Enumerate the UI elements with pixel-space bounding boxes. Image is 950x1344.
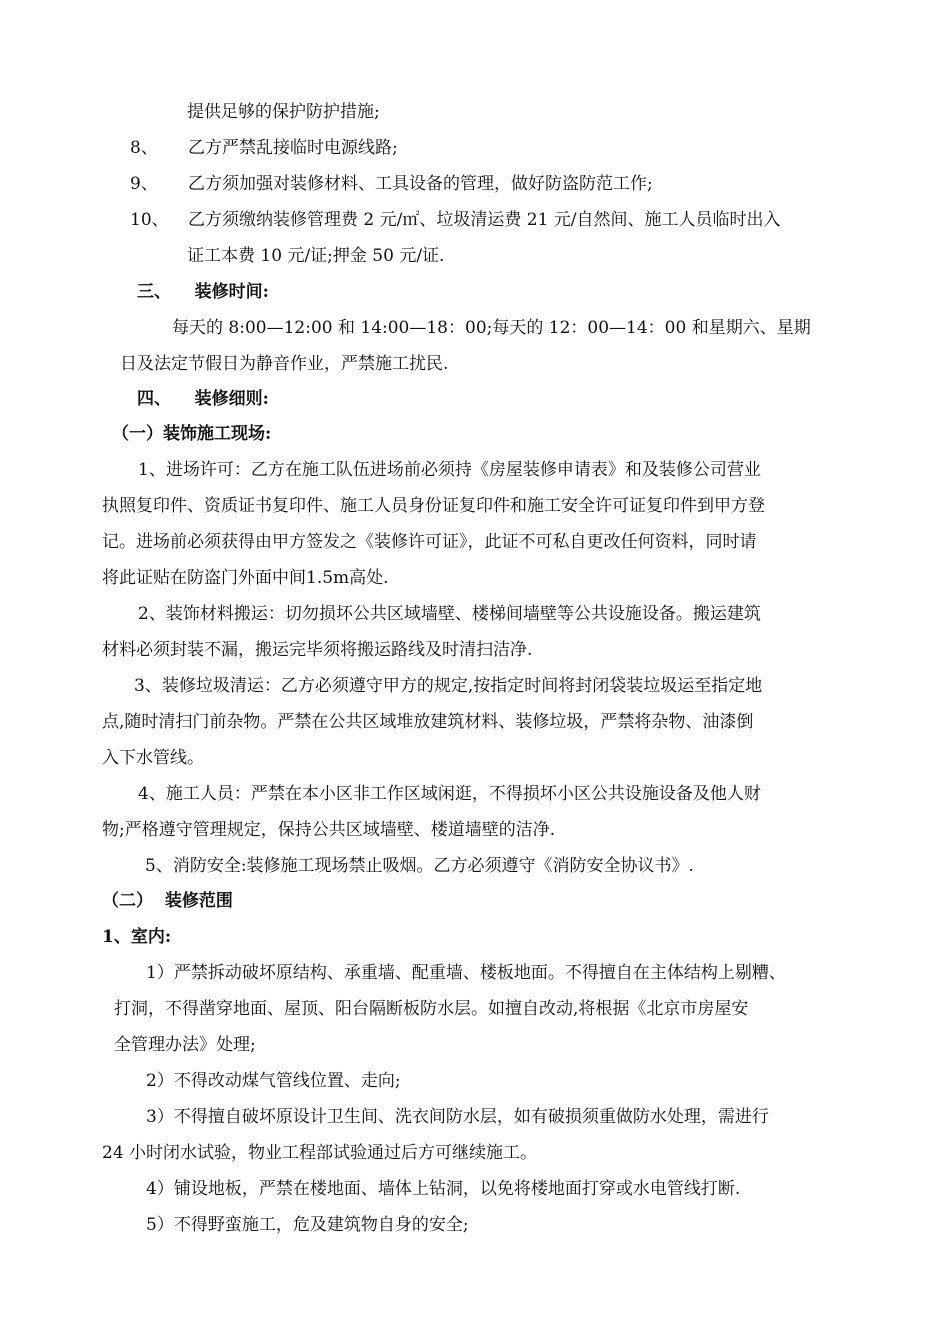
paragraph-2-line: 材料必须封装不漏，搬运完毕须将搬运路线及时清扫洁净.: [102, 640, 533, 660]
item7-continuation: 提供足够的保护防护措施;: [187, 102, 380, 122]
rule-1-line: 全管理办法》处理;: [114, 1035, 256, 1055]
paragraph-3-line: 3、装修垃圾清运：乙方必须遵守甲方的规定,按指定时间将封闭袋装垃圾运至指定地: [134, 676, 763, 696]
rule-4-line: 4）铺设地板，严禁在楼地面、墙体上钻洞，以免将楼地面打穿或水电管线打断.: [146, 1179, 741, 1199]
paragraph-1-line: 将此证贴在防盗门外面中间1.5m高处.: [102, 568, 389, 588]
paragraph-3-line: 点,随时清扫门前杂物。严禁在公共区域堆放建筑材料、装修垃圾，严禁将杂物、油漆倒: [102, 712, 754, 732]
section-3-paragraph-cont: 日及法定节假日为静音作业，严禁施工扰民.: [120, 354, 449, 374]
paragraph-3-line: 入下水管线。: [102, 748, 204, 768]
item-number: 9、: [130, 174, 158, 194]
subsection-2-heading: （二） 装修范围: [102, 891, 233, 911]
paragraph-4-line: 4、施工人员：严禁在本小区非工作区域闲逛，不得损坏小区公共设施设备及他人财: [138, 784, 761, 804]
rule-3-line: 3）不得擅自破坏原设计卫生间、洗衣间防水层，如有破损须重做防水处理，需进行: [146, 1107, 769, 1127]
paragraph-5-line: 5、消防安全:装修施工现场禁止吸烟。乙方必须遵守《消防安全协议书》.: [145, 856, 694, 876]
paragraph-4-line: 物;严格遵守管理规定，保持公共区域墙壁、楼道墙壁的洁净.: [102, 820, 556, 840]
item-text: 乙方严禁乱接临时电源线路;: [188, 138, 398, 158]
list-item-9: [130, 172, 653, 196]
list-item-10-continuation: 证工本费 10 元/证;押金 50 元/证.: [187, 246, 445, 266]
section-3-heading: 三、 装修时间:: [137, 282, 269, 302]
rule-3-line: 24 小时闭水试验，物业工程部试验通过后方可继续施工。: [102, 1143, 538, 1163]
item-text: 乙方须加强对装修材料、工具设备的管理，做好防盗防范工作;: [188, 174, 653, 194]
section-4-heading: 四、 装修细则:: [137, 389, 269, 409]
rule-1-line: 1）严禁拆动破坏原结构、承重墙、配重墙、楼板地面。不得擅自在主体结构上剔糟、: [146, 963, 786, 983]
paragraph-2-line: 2、装饰材料搬运：切勿损坏公共区域墙壁、楼梯间墙壁等公共设施设备。搬运建筑: [138, 604, 761, 624]
list-item-8: [130, 136, 398, 160]
indoor-heading: 1、室内:: [102, 927, 172, 947]
section-3-paragraph: 每天的 8:00—12:00 和 14:00—18：00;每天的 12：00—14：00 和星期六、星期: [172, 318, 811, 338]
rule-2-line: 2）不得改动煤气管线位置、走向;: [146, 1071, 401, 1091]
paragraph-1-line: 执照复印件、资质证书复印件、施工人员身份证复印件和施工安全许可证复印件到甲方登: [102, 496, 765, 516]
subsection-1-heading: （一）装饰施工现场:: [112, 424, 272, 444]
paragraph-1-line: 1、进场许可：乙方在施工队伍进场前必须持《房屋装修申请表》和及装修公司营业: [138, 460, 761, 480]
item-number: 8、: [130, 138, 158, 158]
paragraph-1-line: 记。进场前必须获得由甲方签发之《装修许可证》，此证不可私自更改任何资料，同时请: [102, 532, 757, 552]
rule-5-line: 5）不得野蛮施工，危及建筑物自身的安全;: [146, 1215, 469, 1235]
rule-1-line: 打洞，不得凿穿地面、屋顶、阳台隔断板防水层。如擅自改动,将根据《北京市房屋安: [114, 999, 749, 1019]
item-text: 乙方须缴纳装修管理费 2 元/㎡、垃圾清运费 21 元/自然间、施工人员临时出入: [188, 210, 781, 230]
item-number: 10、: [130, 210, 169, 230]
list-item-10: [130, 208, 781, 232]
